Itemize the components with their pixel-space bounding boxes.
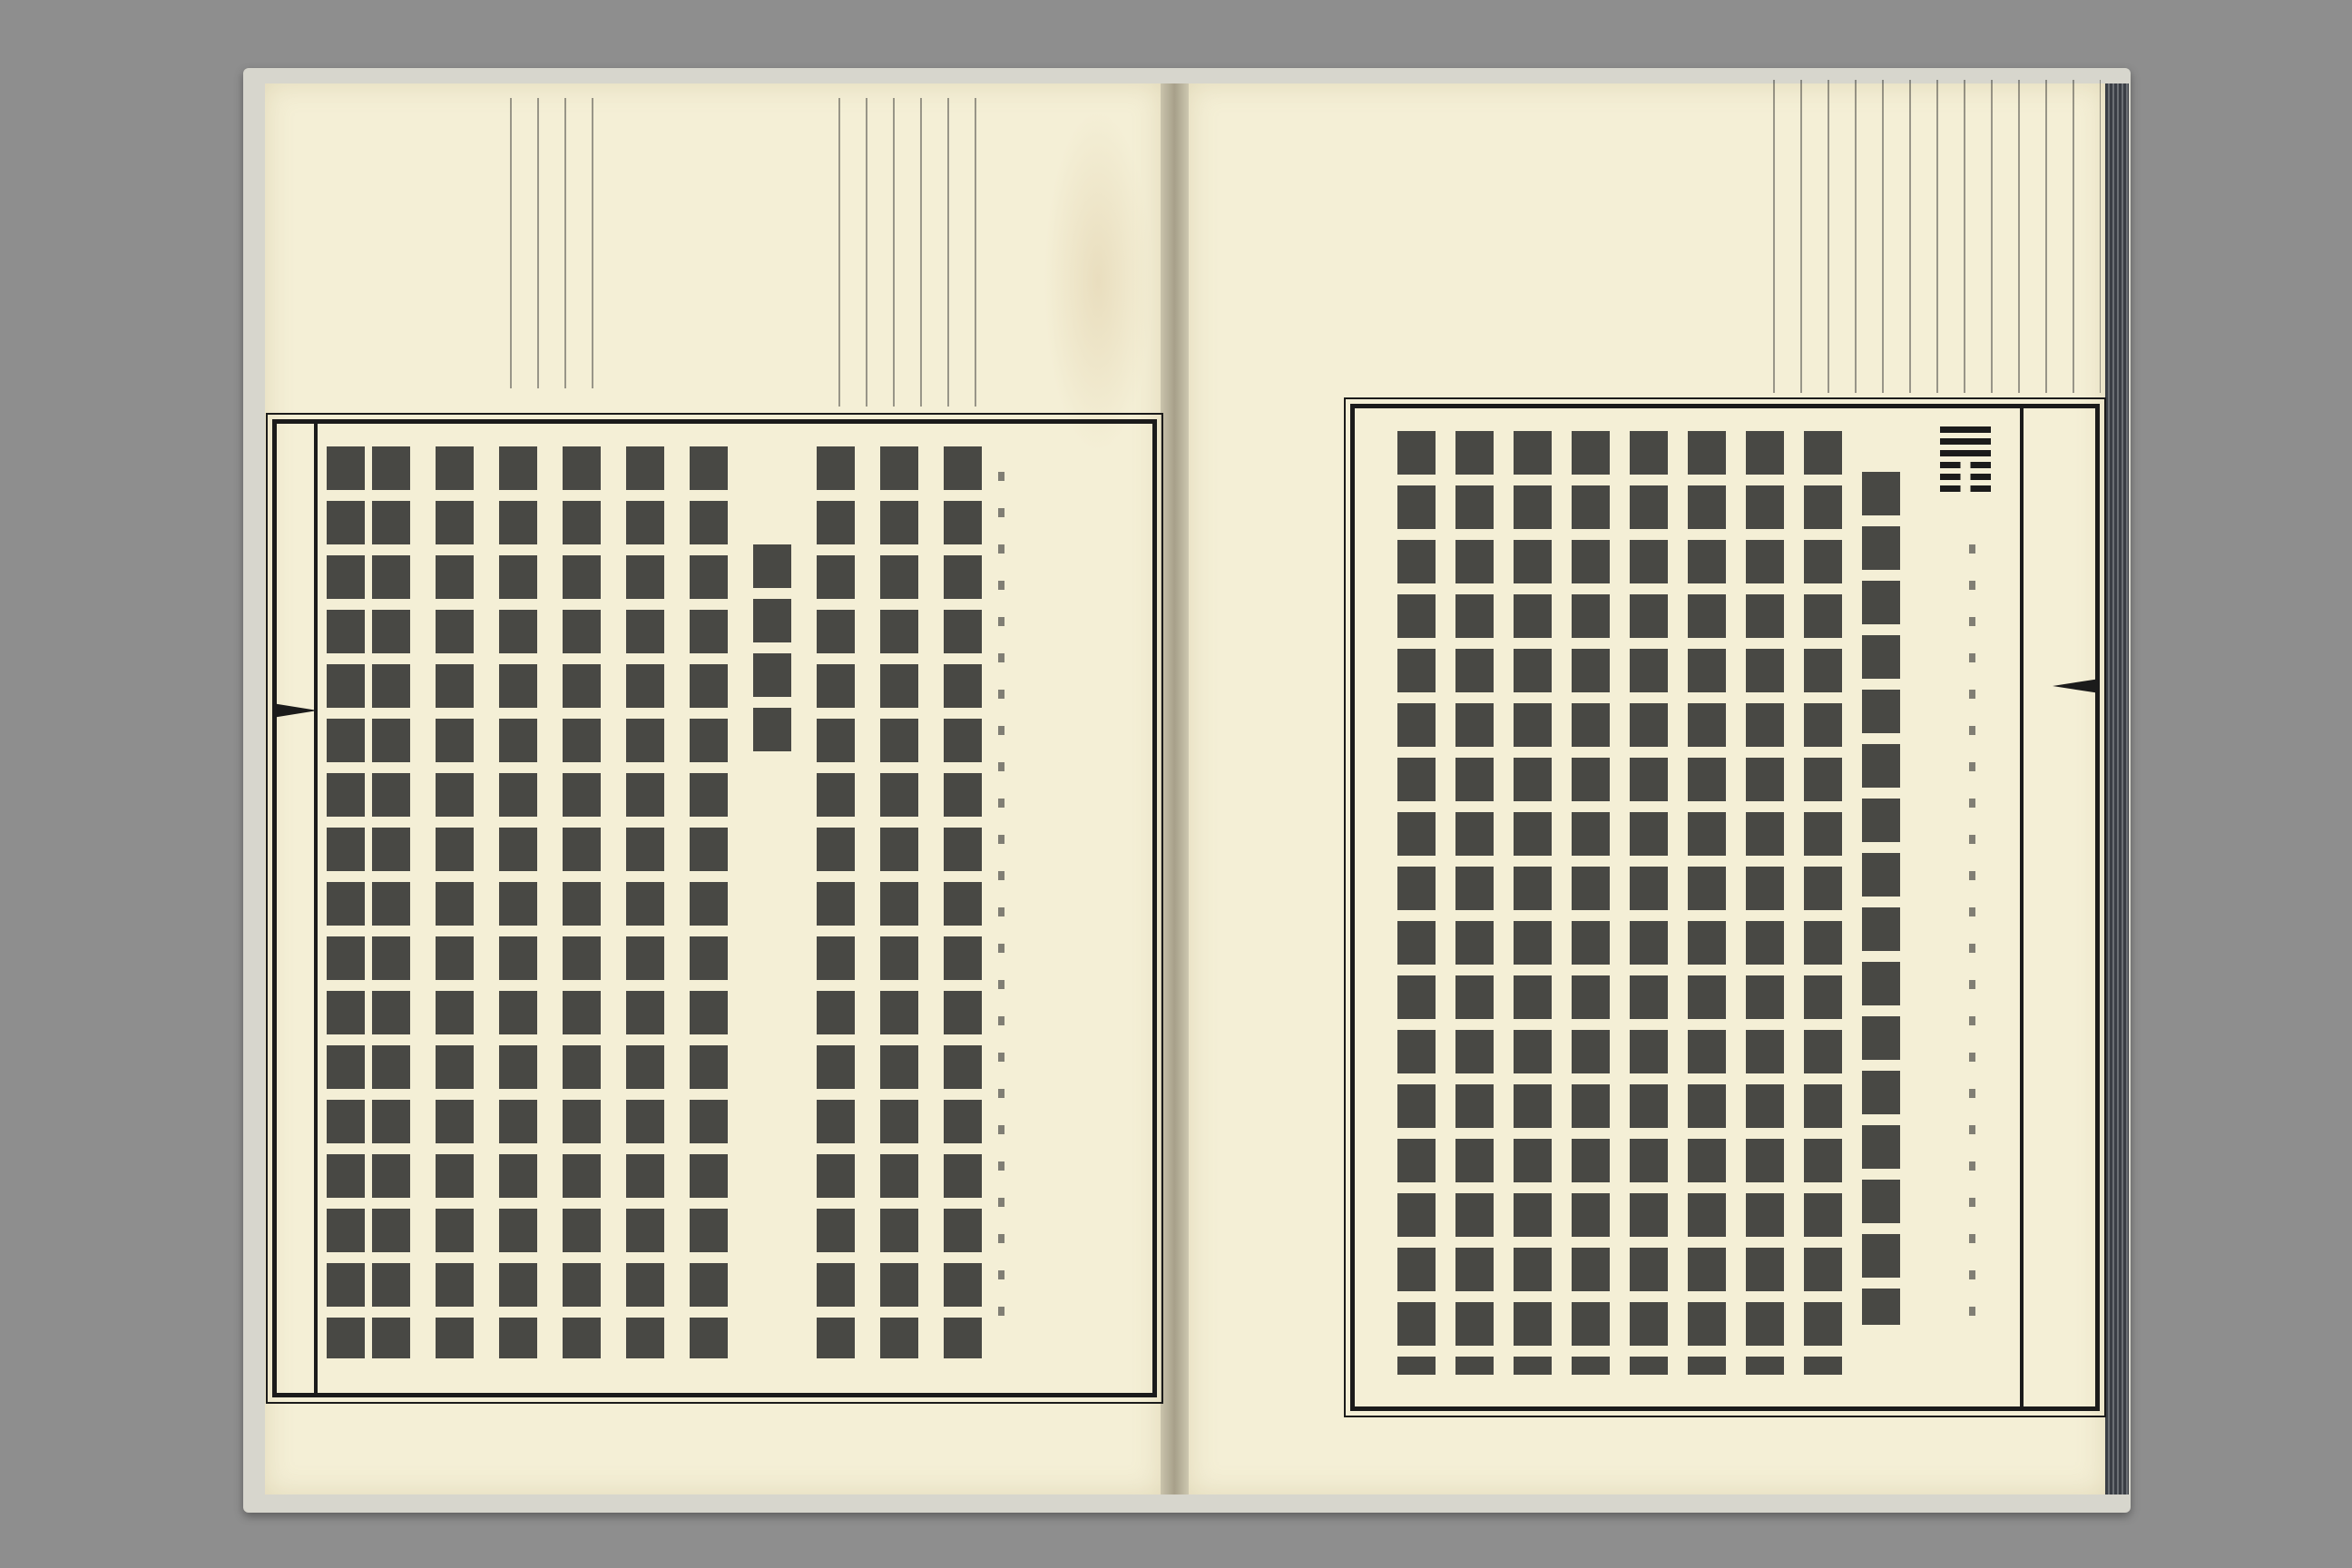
left-running-head xyxy=(272,419,318,1397)
ruby-annotation xyxy=(998,472,1004,1325)
text-column xyxy=(1397,431,1436,1375)
page-edges xyxy=(2105,83,2129,1494)
left-top-margin-notes-a xyxy=(497,98,597,388)
book-gutter xyxy=(1161,83,1189,1494)
text-column xyxy=(880,446,918,1358)
text-column xyxy=(327,446,365,1358)
text-column xyxy=(436,446,474,1358)
right-top-margin-notes xyxy=(1760,80,2101,393)
text-column xyxy=(1746,431,1784,1375)
text-column xyxy=(1572,431,1610,1375)
right-page-heading xyxy=(0,0,1,1)
text-column xyxy=(753,544,791,762)
text-column xyxy=(1630,431,1668,1375)
text-column xyxy=(817,446,855,1358)
text-column xyxy=(944,446,982,1358)
paper-stain xyxy=(1044,109,1152,454)
hexagram-symbol xyxy=(1940,426,1991,497)
text-column xyxy=(563,446,601,1358)
left-top-margin-notes-b xyxy=(826,98,994,407)
text-column xyxy=(372,446,410,1358)
text-column xyxy=(1862,472,1900,1325)
right-running-head xyxy=(2020,404,2100,1411)
ruby-annotation xyxy=(1969,544,1975,1343)
text-column xyxy=(1688,431,1726,1375)
text-column xyxy=(499,446,537,1358)
text-column xyxy=(1514,431,1552,1375)
text-column xyxy=(690,446,728,1358)
text-column xyxy=(1804,431,1842,1375)
text-column xyxy=(1455,431,1494,1375)
text-column xyxy=(626,446,664,1358)
